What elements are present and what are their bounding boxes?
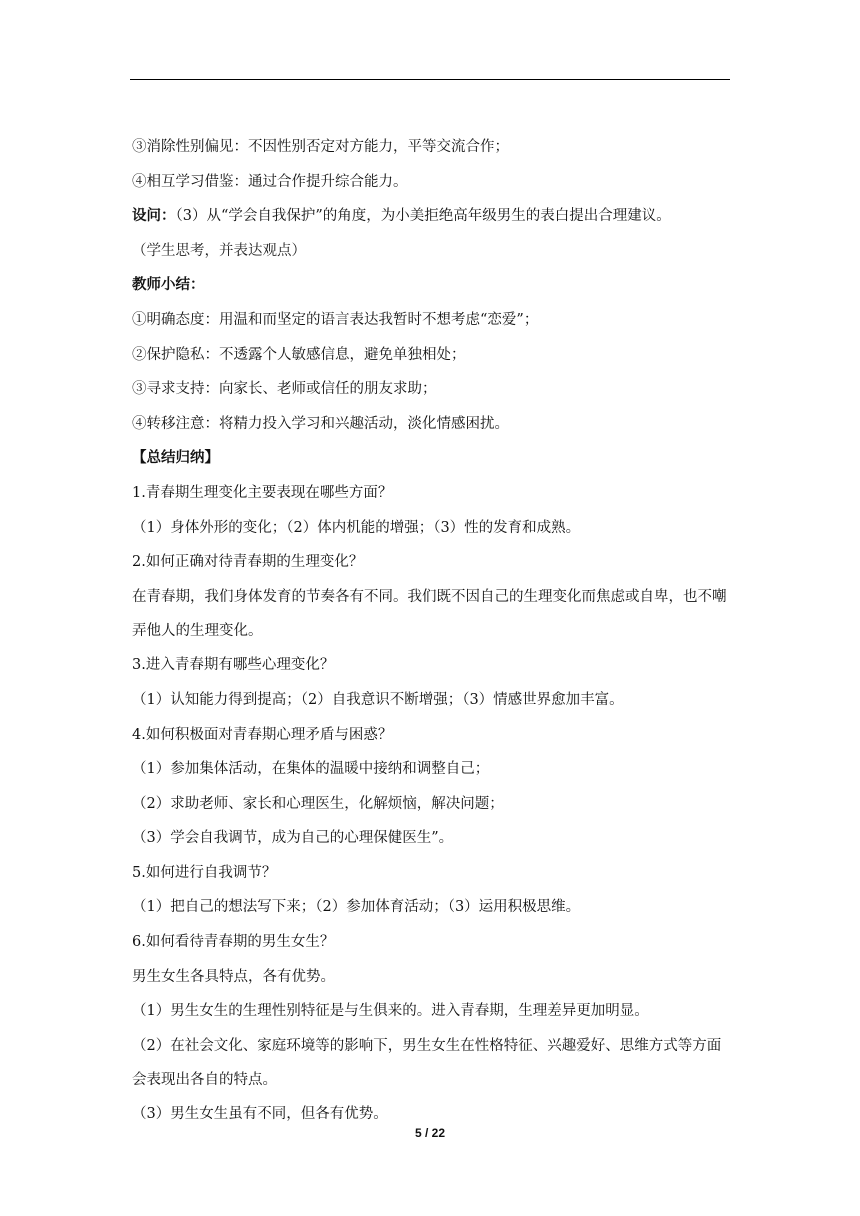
section-heading: 【总结归纳】 (132, 450, 219, 467)
question-label: 设问： (132, 208, 176, 225)
document-body (132, 137, 730, 1139)
answer-paragraph: （2）在社会文化、家庭环境等的影响下，男生女生在性格特征、兴趣爱好、思维方式等方面会表现出各自的特点。 (132, 1037, 722, 1088)
answer-line: （1）把自己的想法写下来；（2）参加体育活动；（3）运用积极思维。 (132, 899, 581, 916)
answer-line: （2）求助老师、家长和心理医生，化解烦恼，解决问题； (132, 795, 504, 812)
question-heading: 3.进入青春期有哪些心理变化？ (132, 657, 335, 674)
answer-line: （1）身体外形的变化；（2）体内机能的增强；（3）性的发育和成熟。 (132, 519, 581, 536)
list-item: ③寻求支持：向家长、老师或信任的朋友求助； (132, 381, 437, 398)
question-heading: 2.如何正确对待青春期的生理变化？ (132, 554, 364, 571)
question-paragraph (132, 206, 730, 226)
section-heading: 教师小结： (132, 277, 205, 294)
list-item: ②保护隐私：不透露个人敏感信息，避免单独相处； (132, 346, 466, 363)
answer-line: （3）男生女生虽有不同，但各有优势。 (132, 1106, 388, 1123)
answer-paragraph: 在青春期，我们身体发育的节奏各有不同。我们既不因自己的生理变化而焦虑或自卑，也不嘲弄他人的生理变化。 (132, 588, 727, 639)
question-heading: 4.如何积极面对青春期心理矛盾与困惑？ (132, 726, 393, 743)
list-item: ①明确态度：用温和而坚定的语言表达我暂时不想考虑“恋爱”； (132, 311, 539, 328)
answer-line: 男生女生各具特点，各有优势。 (132, 968, 335, 985)
page-number: 5 / 22 (414, 1126, 446, 1140)
list-item: ③消除性别偏见：不因性别否定对方能力，平等交流合作； (132, 139, 509, 155)
question-text: （3）从“学会自我保护”的角度，为小美拒绝高年级男生的表白提出合理建议。 (175, 208, 671, 225)
question-heading: 5.如何进行自我调节？ (132, 864, 277, 881)
answer-line: （1）参加集体活动，在集体的温暖中接纳和调整自己； (132, 761, 490, 778)
answer-line: （1）认知能力得到提高；（2）自我意识不断增强；（3）情感世界愈加丰富。 (132, 691, 624, 708)
header-rule (130, 79, 730, 80)
answer-line: （3）学会自我调节，成为自己的心理保健医生”。 (132, 830, 454, 847)
answer-line: （1）男生女生的生理性别特征是与生俱来的。进入青春期，生理差异更加明显。 (132, 1003, 649, 1020)
list-item: ④转移注意：将精力投入学习和兴趣活动，淡化情感困扰。 (132, 415, 509, 432)
student-note: （学生思考，并表达观点） (132, 242, 306, 259)
question-heading: 6.如何看待青春期的男生女生？ (132, 934, 335, 951)
list-item: ④相互学习借鉴：通过合作提升综合能力。 (132, 173, 408, 190)
question-heading: 1.青春期生理变化主要表现在哪些方面？ (132, 484, 393, 501)
